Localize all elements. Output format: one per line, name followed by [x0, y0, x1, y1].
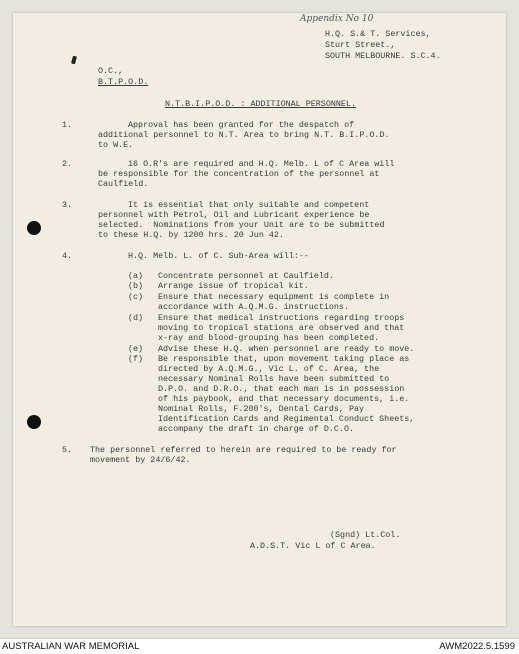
- para-5-line-1: The personnel referred to herein are required to be ready for: [90, 445, 397, 455]
- footer-bar: [0, 638, 519, 654]
- signature-line-1: (Sgnd) Lt.Col.: [330, 530, 401, 540]
- sub-item-f-line-2: directed by A.Q.M.G., Vic L. of C. Area, the: [158, 364, 380, 374]
- para-3-line-2: personnel with Petrol, Oil and Lubricant experience be: [98, 210, 370, 220]
- sub-item-a-label: (a): [128, 271, 144, 281]
- sub-item-d-line-1: Ensure that medical instructions regarding troops: [158, 313, 405, 323]
- recipient-line-2: B.T.P.O.D.: [98, 77, 149, 87]
- sub-item-c-line-2: accordance with A.Q.M.G. instructions.: [158, 302, 349, 312]
- subject-heading: N.T.B.I.P.O.D. : ADDITIONAL PERSONNEL.: [165, 99, 356, 109]
- sub-item-f-line-5: of his paybook, and that necessary documents, i.e.: [158, 394, 410, 404]
- para-2-number: 2.: [62, 159, 73, 169]
- para-1-line-2: additional personnel to N.T. Area to bring N.T. B.I.P.O.D.: [98, 130, 390, 140]
- para-3-line-1: It is essential that only suitable and competent: [128, 200, 370, 210]
- para-2-line-2: be responsible for the concentration of the personnel at: [98, 169, 380, 179]
- sub-item-f-line-8: accompany the draft in charge of D.C.O.: [158, 424, 355, 434]
- sub-item-f-label: (f): [128, 354, 144, 364]
- sub-item-f-line-6: Nominal Rolls, F.200's, Dental Cards, Pay: [158, 404, 365, 414]
- sender-address-line-3: SOUTH MELBOURNE. S.C.4.: [325, 51, 441, 61]
- para-1-number: 1.: [62, 120, 73, 130]
- sub-item-d-line-3: x-ray and blood-grouping has been completed.: [158, 333, 380, 343]
- handwritten-annotation: Appendix No 10: [300, 14, 374, 24]
- para-3-line-4: to these H.Q. by 1200 hrs. 20 Jun 42.: [98, 230, 284, 240]
- sub-item-f-line-4: D.P.O. and D.R.O., that each man is in possession: [158, 384, 405, 394]
- sub-item-c-line-1: Ensure that necessary equipment is complete in: [158, 292, 390, 302]
- sub-item-e-line-1: Advise these H.Q. when personnel are ready to move.: [158, 344, 415, 354]
- para-2-line-1: 16 O.R's are required and H.Q. Melb. L of C Area will: [128, 159, 395, 169]
- para-3-number: 3.: [62, 200, 73, 210]
- para-1-line-3: to W.E.: [98, 140, 134, 150]
- sub-item-d-line-2: moving to tropical stations are observed and that: [158, 323, 405, 333]
- sub-item-b-label: (b): [128, 281, 144, 291]
- punch-hole-top: [27, 221, 41, 235]
- punch-hole-bottom: [27, 415, 41, 429]
- signature-line-2: A.D.S.T. Vic L of C Area.: [250, 541, 376, 551]
- para-4-intro: H.Q. Melb. L. of C. Sub-Area will:--: [128, 251, 309, 261]
- sub-item-f-line-3: necessary Nominal Rolls have been submitted to: [158, 374, 390, 384]
- sub-item-e-label: (e): [128, 344, 144, 354]
- sender-address-line-1: H.Q. S.& T. Services,: [325, 29, 431, 39]
- sender-address-line-2: Sturt Street.,: [325, 40, 396, 50]
- para-5-number: 5.: [62, 445, 73, 455]
- para-3-line-3: selected. Nominations from your Unit are to be submitted: [98, 220, 385, 230]
- sub-item-d-label: (d): [128, 313, 144, 323]
- footer-catalog-id: AWM2022.5.1599: [439, 641, 515, 652]
- sub-item-b-line-1: Arrange issue of tropical kit.: [158, 281, 309, 291]
- sub-item-f-line-7: Identification Cards and Regimental Conduct Sheets,: [158, 414, 415, 424]
- para-2-line-3: Caulfield.: [98, 179, 149, 189]
- para-5-line-2: movement by 24/6/42.: [90, 455, 191, 465]
- sub-item-a-line-1: Concentrate personnel at Caulfield.: [158, 271, 334, 281]
- sub-item-f-line-1: Be responsible that, upon movement taking place as: [158, 354, 410, 364]
- footer-institution: AUSTRALIAN WAR MEMORIAL: [2, 641, 140, 652]
- para-1-line-1: Approval has been granted for the despatch of: [128, 120, 355, 130]
- sub-item-c-label: (c): [128, 292, 144, 302]
- para-4-number: 4.: [62, 251, 73, 261]
- recipient-line-1: O.C.,: [98, 66, 124, 76]
